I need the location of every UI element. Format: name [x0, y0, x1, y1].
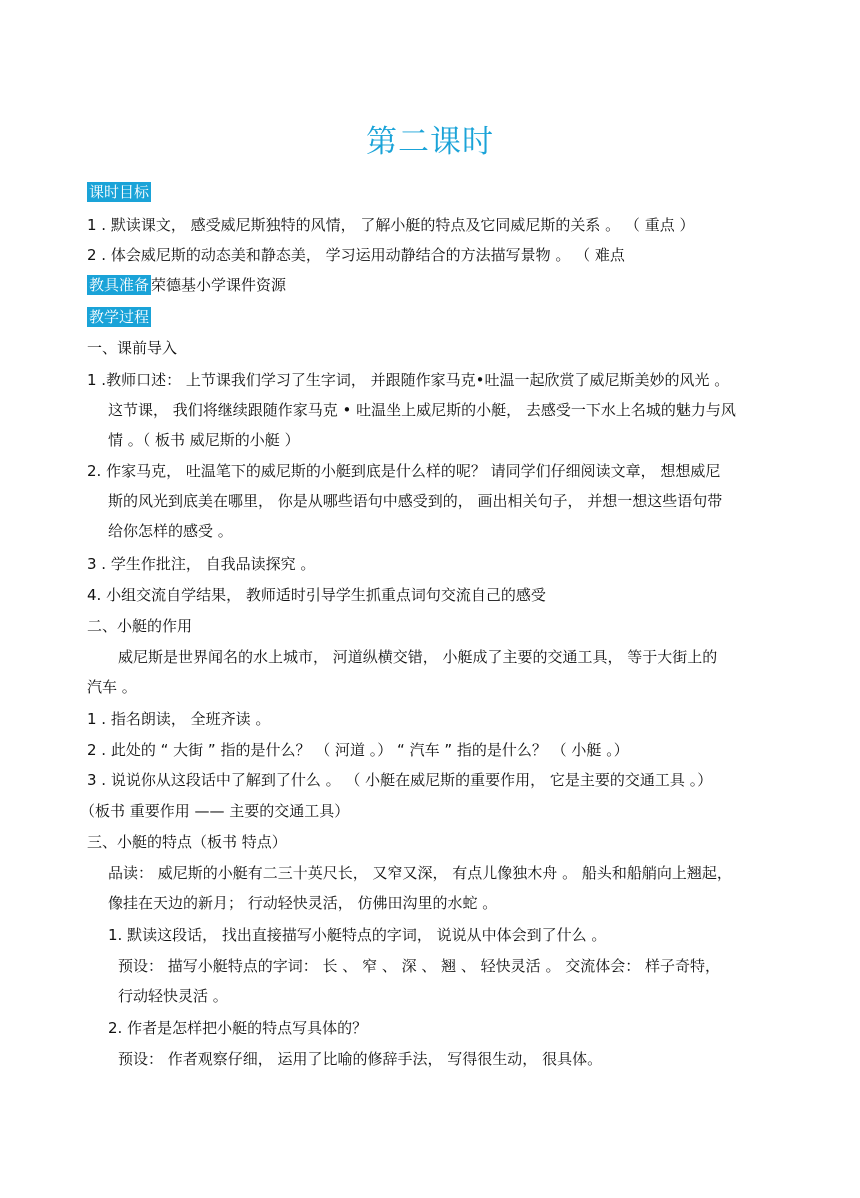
s2-item-2: 2 . 此处的 “ 大街 ” 指的是什么？ （ 河道 。） “ 汽车 ” 指的是什么？ （ 小艇 。） [87, 741, 629, 759]
goals-label-line [87, 182, 151, 202]
s2-item-3: 3 . 说说你从这段话中了解到了什么 。 （ 小艇在威尼斯的重要作用， 它是主要的交通工具 。） [87, 771, 713, 789]
s3-reading-line-2: 像挂在天边的新月； 行动轻快灵活， 仿佛田沟里的水蛇 。 [108, 894, 498, 912]
section-1-heading: 一、课前导入 [87, 339, 178, 357]
goal-item-1: 1 . 默读课文， 感受威尼斯独特的风情， 了解小艇的特点及它同威尼斯的关系 。 （ 重点 ） [87, 216, 695, 234]
s2-quote-line-1: 威尼斯是世界闻名的水上城市， 河道纵横交错， 小艇成了主要的交通工具， 等于大街上的 [118, 648, 718, 666]
s1-p2-line-1: 2. 作家马克， 吐温笔下的威尼斯的小艇到底是什么样的呢？ 请同学们仔细阅读文章， 想想威尼 [87, 462, 721, 480]
process-label: 教学过程 [89, 308, 150, 326]
section-2-heading: 二、小艇的作用 [87, 617, 193, 635]
s3-question-2: 2. 作者是怎样把小艇的特点写具体的？ [108, 1019, 368, 1037]
page-title: 第二课时 [366, 124, 494, 160]
s3-answer-2: 预设： 作者观察仔细， 运用了比喻的修辞手法， 写得很生动， 很具体。 [118, 1050, 603, 1068]
s3-question-1: 1. 默读这段话， 找出直接描写小艇特点的字词， 说说从中体会到了什么 。 [108, 926, 607, 944]
s1-p2-line-3: 给你怎样的感受 。 [108, 522, 233, 540]
s1-p2-line-2: 斯的风光到底美在哪里， 你是从哪些语句中感受到的， 画出相关句子， 并想一想这些语句带 [108, 492, 723, 510]
s1-p3: 3 . 学生作批注， 自我品读探究 。 [87, 555, 316, 573]
prep-label: 教具准备 [89, 276, 150, 294]
s1-p1-line-2: 这节课， 我们将继续跟随作家马克 • 吐温坐上威尼斯的小艇， 去感受一下水上名城的魅力与风 [108, 401, 736, 419]
s3-answer-1-line-2: 行动轻快灵活 。 [118, 987, 228, 1005]
process-label-line [87, 307, 151, 327]
s3-reading-line-1: 品读： 威尼斯的小艇有二三十英尺长， 又窄又深， 有点儿像独木舟 。 船头和船艄向上翘起， [108, 864, 732, 882]
s3-answer-1-line-1: 预设： 描写小艇特点的字词： 长 、 窄 、 深 、 翘 、 轻快灵活 。 交流体会： 样子奇特， [118, 957, 720, 975]
goal-item-2: 2 . 体会威尼斯的动态美和静态美， 学习运用动静结合的方法描写景物 。 （ 难点 [87, 246, 625, 264]
prep-text: 荣德基小学课件资源 [151, 276, 287, 294]
s2-item-1: 1 . 指名朗读， 全班齐读 。 [87, 710, 271, 728]
s2-board-note: （板书 重要作用 —— 主要的交通工具） [80, 802, 350, 820]
s1-p1-line-3: 情 。（ 板书 威尼斯的小艇 ） [108, 431, 300, 449]
goals-label: 课时目标 [89, 183, 150, 201]
section-3-heading: 三、小艇的特点（板书 特点） [87, 833, 287, 851]
s2-quote-line-2: 汽车 。 [87, 678, 137, 696]
prep-line [87, 275, 286, 295]
s1-p4: 4. 小组交流自学结果， 教师适时引导学生抓重点词句交流自己的感受 [87, 586, 546, 604]
s1-p1-line-1: 1 .教师口述： 上节课我们学习了生字词， 并跟随作家马克•吐温一起欣赏了威尼斯美妙的风光 。 [87, 371, 730, 389]
